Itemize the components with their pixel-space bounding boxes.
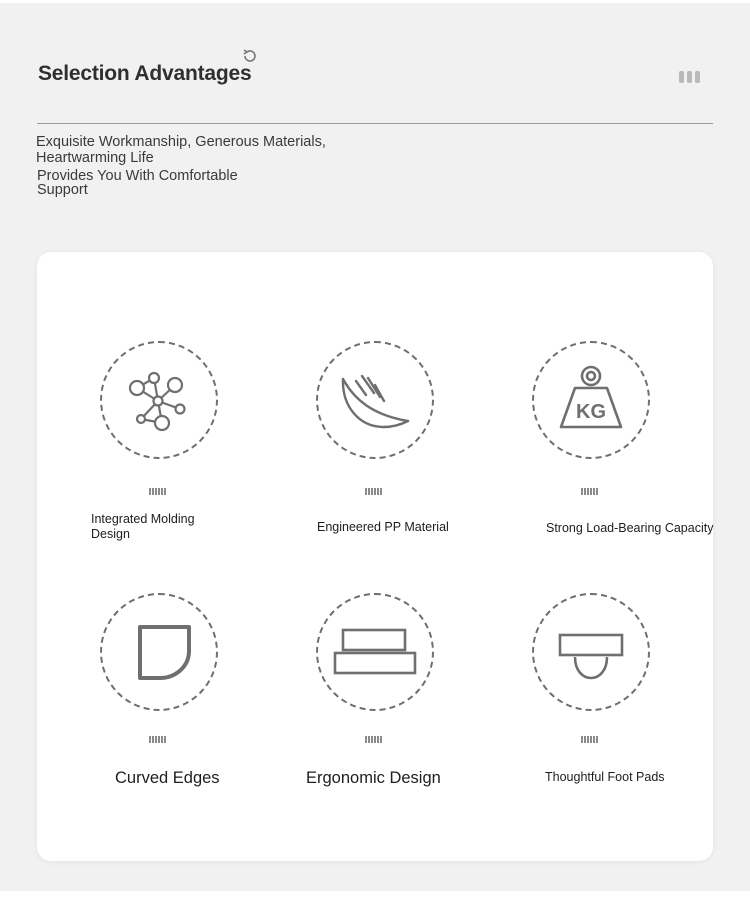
molecule-network-icon bbox=[100, 341, 218, 459]
stacked-layers-icon bbox=[316, 593, 434, 711]
subtitle-line-2: Provides You With Comfortable Support bbox=[37, 168, 238, 198]
feature-label: Integrated Molding Design bbox=[91, 512, 195, 541]
curved-corner-icon bbox=[100, 593, 218, 711]
tick-mark-decoration bbox=[149, 736, 166, 743]
svg-text:KG: KG bbox=[576, 401, 606, 423]
feature-load-bearing bbox=[469, 252, 714, 535]
feature-label: Thoughtful Foot Pads bbox=[545, 770, 665, 784]
tick-mark-decoration bbox=[365, 736, 382, 743]
tick-mark-decoration bbox=[365, 488, 382, 495]
foot-pad-icon bbox=[532, 593, 650, 711]
feature-ergonomic bbox=[253, 502, 469, 787]
feature-integrated-molding bbox=[37, 252, 253, 541]
subtitle-line-1: Exquisite Workmanship, Generous Materials, Heartwarming Life bbox=[36, 134, 326, 166]
feature-label: Engineered PP Material bbox=[317, 520, 449, 534]
feature-label: Ergonomic Design bbox=[306, 769, 441, 787]
feature-foot-pads bbox=[469, 502, 685, 784]
menu-dots-icon bbox=[679, 71, 703, 85]
features-card bbox=[37, 252, 713, 861]
tick-mark-decoration bbox=[581, 736, 598, 743]
feather-icon bbox=[316, 341, 434, 459]
tick-mark-decoration bbox=[149, 488, 166, 495]
feature-engineered-pp bbox=[253, 252, 469, 534]
refresh-icon bbox=[241, 47, 259, 65]
header-divider bbox=[37, 123, 713, 124]
tick-mark-decoration bbox=[581, 488, 598, 495]
page-title: Selection Advantages bbox=[38, 62, 252, 85]
feature-curved-edges bbox=[37, 502, 253, 787]
kg-weight-icon bbox=[532, 341, 650, 459]
feature-label: Curved Edges bbox=[115, 769, 220, 787]
feature-label: Strong Load-Bearing Capacity bbox=[546, 521, 714, 535]
